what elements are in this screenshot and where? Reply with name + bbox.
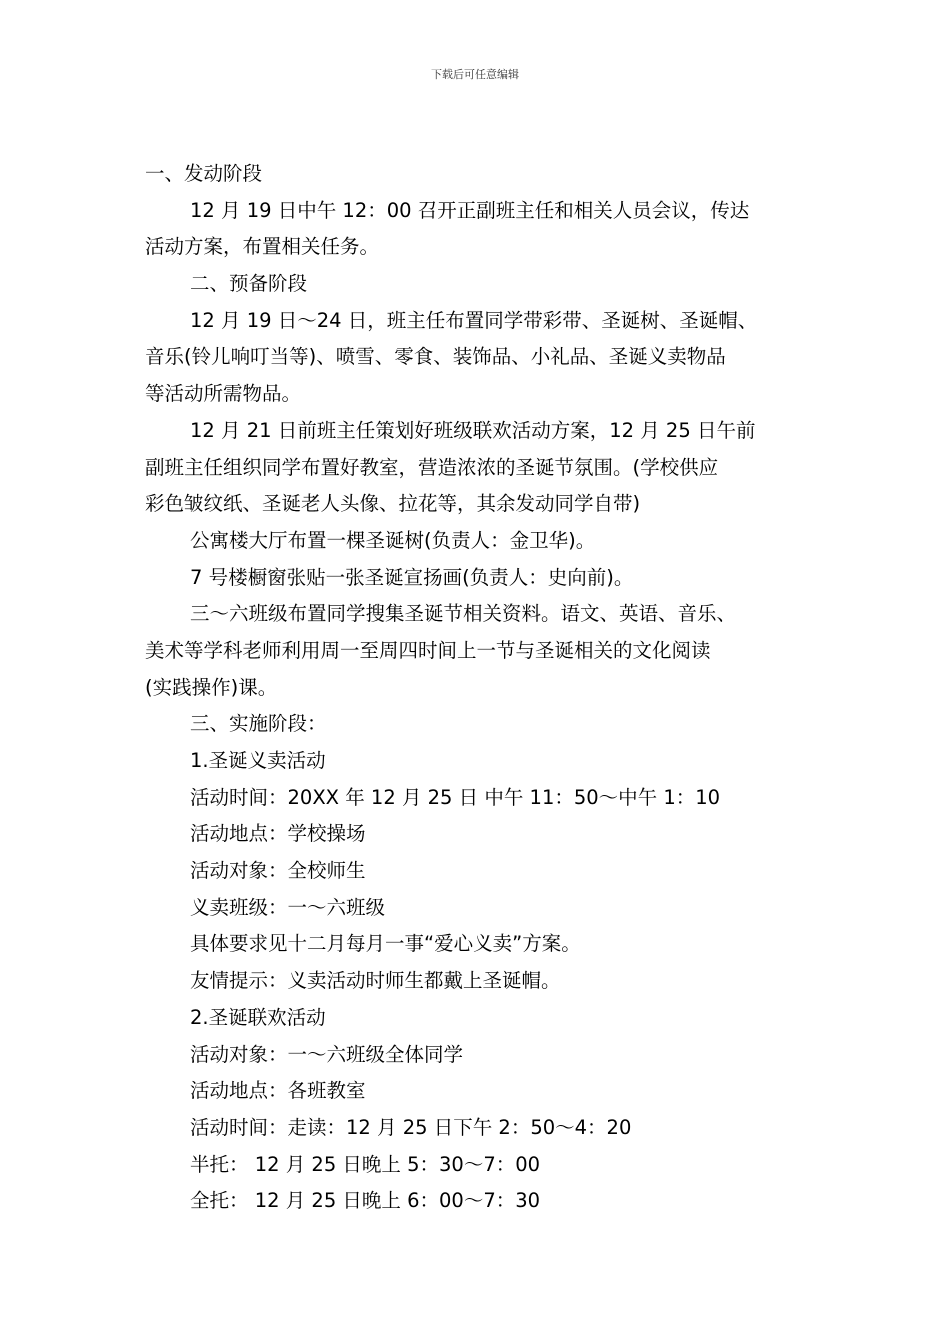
body-line: 具体要求见十二月每月一事“爱心义卖”方案。 xyxy=(190,932,581,956)
body-line: 1.圣诞义卖活动 xyxy=(190,749,326,772)
body-line: 副班主任组织同学布置好教室，营造浓浓的圣诞节氛围。(学校供应 xyxy=(145,455,719,479)
body-line: 2.圣诞联欢活动 xyxy=(190,1005,326,1029)
body-line: 彩色皱纹纸、圣诞老人头像、拉花等，其余发动同学自带) xyxy=(145,492,641,516)
body-line: 活动地点：各班教室 xyxy=(190,1079,366,1103)
body-line: 美术等学科老师利用周一至周四时间上一节与圣诞相关的文化阅读 xyxy=(145,638,711,662)
body-line: 义卖班级：一～六班级 xyxy=(190,895,386,919)
body-line: 公寓楼大厅布置一棵圣诞树(负责人：金卫华)。 xyxy=(190,528,596,552)
body-line: 12 月 19 日～24 日，班主任布置同学带彩带、圣诞树、圣诞帽、 xyxy=(190,308,758,332)
body-line: 三～六班级布置同学搜集圣诞节相关资料。语文、英语、音乐、 xyxy=(190,602,737,626)
body-line: 等活动所需物品。 xyxy=(145,382,302,406)
body-line: 活动时间：20XX 年 12 月 25 日 中午 11：50～中午 1：10 xyxy=(190,785,721,809)
body-line: 活动方案，布置相关任务。 xyxy=(145,235,380,259)
body-line: 活动地点：学校操场 xyxy=(190,822,366,846)
page-header-note: 下载后可任意编辑 xyxy=(431,68,519,81)
body-line: 二、预备阶段 xyxy=(190,272,308,296)
body-line: 活动时间：走读：12 月 25 日下午 2：50～4：20 xyxy=(190,1115,632,1139)
body-line: 三、实施阶段： xyxy=(190,712,327,736)
body-line: 7 号楼橱窗张贴一张圣诞宣扬画(负责人：史向前)。 xyxy=(190,565,634,589)
body-line: 12 月 21 日前班主任策划好班级联欢活动方案，12 月 25 日午前 xyxy=(190,418,756,442)
body-line: 12 月 19 日中午 12：00 召开正副班主任和相关人员会议，传达 xyxy=(190,198,750,222)
body-line: 活动对象：一～六班级全体同学 xyxy=(190,1042,464,1066)
body-line: 活动对象：全校师生 xyxy=(190,859,366,883)
body-line: 音乐(铃儿响叮当等)、喷雪、零食、装饰品、小礼品、圣诞义卖物品 xyxy=(145,345,726,369)
body-line: (实践操作)课。 xyxy=(145,675,278,699)
body-line: 全托： 12 月 25 日晚上 6：00～7：30 xyxy=(190,1189,541,1213)
body-line: 友情提示：义卖活动时师生都戴上圣诞帽。 xyxy=(190,969,561,993)
body-line: 半托： 12 月 25 日晚上 5：30～7：00 xyxy=(190,1152,541,1176)
document-body xyxy=(145,156,820,1220)
body-line: 一、发动阶段 xyxy=(145,162,263,185)
